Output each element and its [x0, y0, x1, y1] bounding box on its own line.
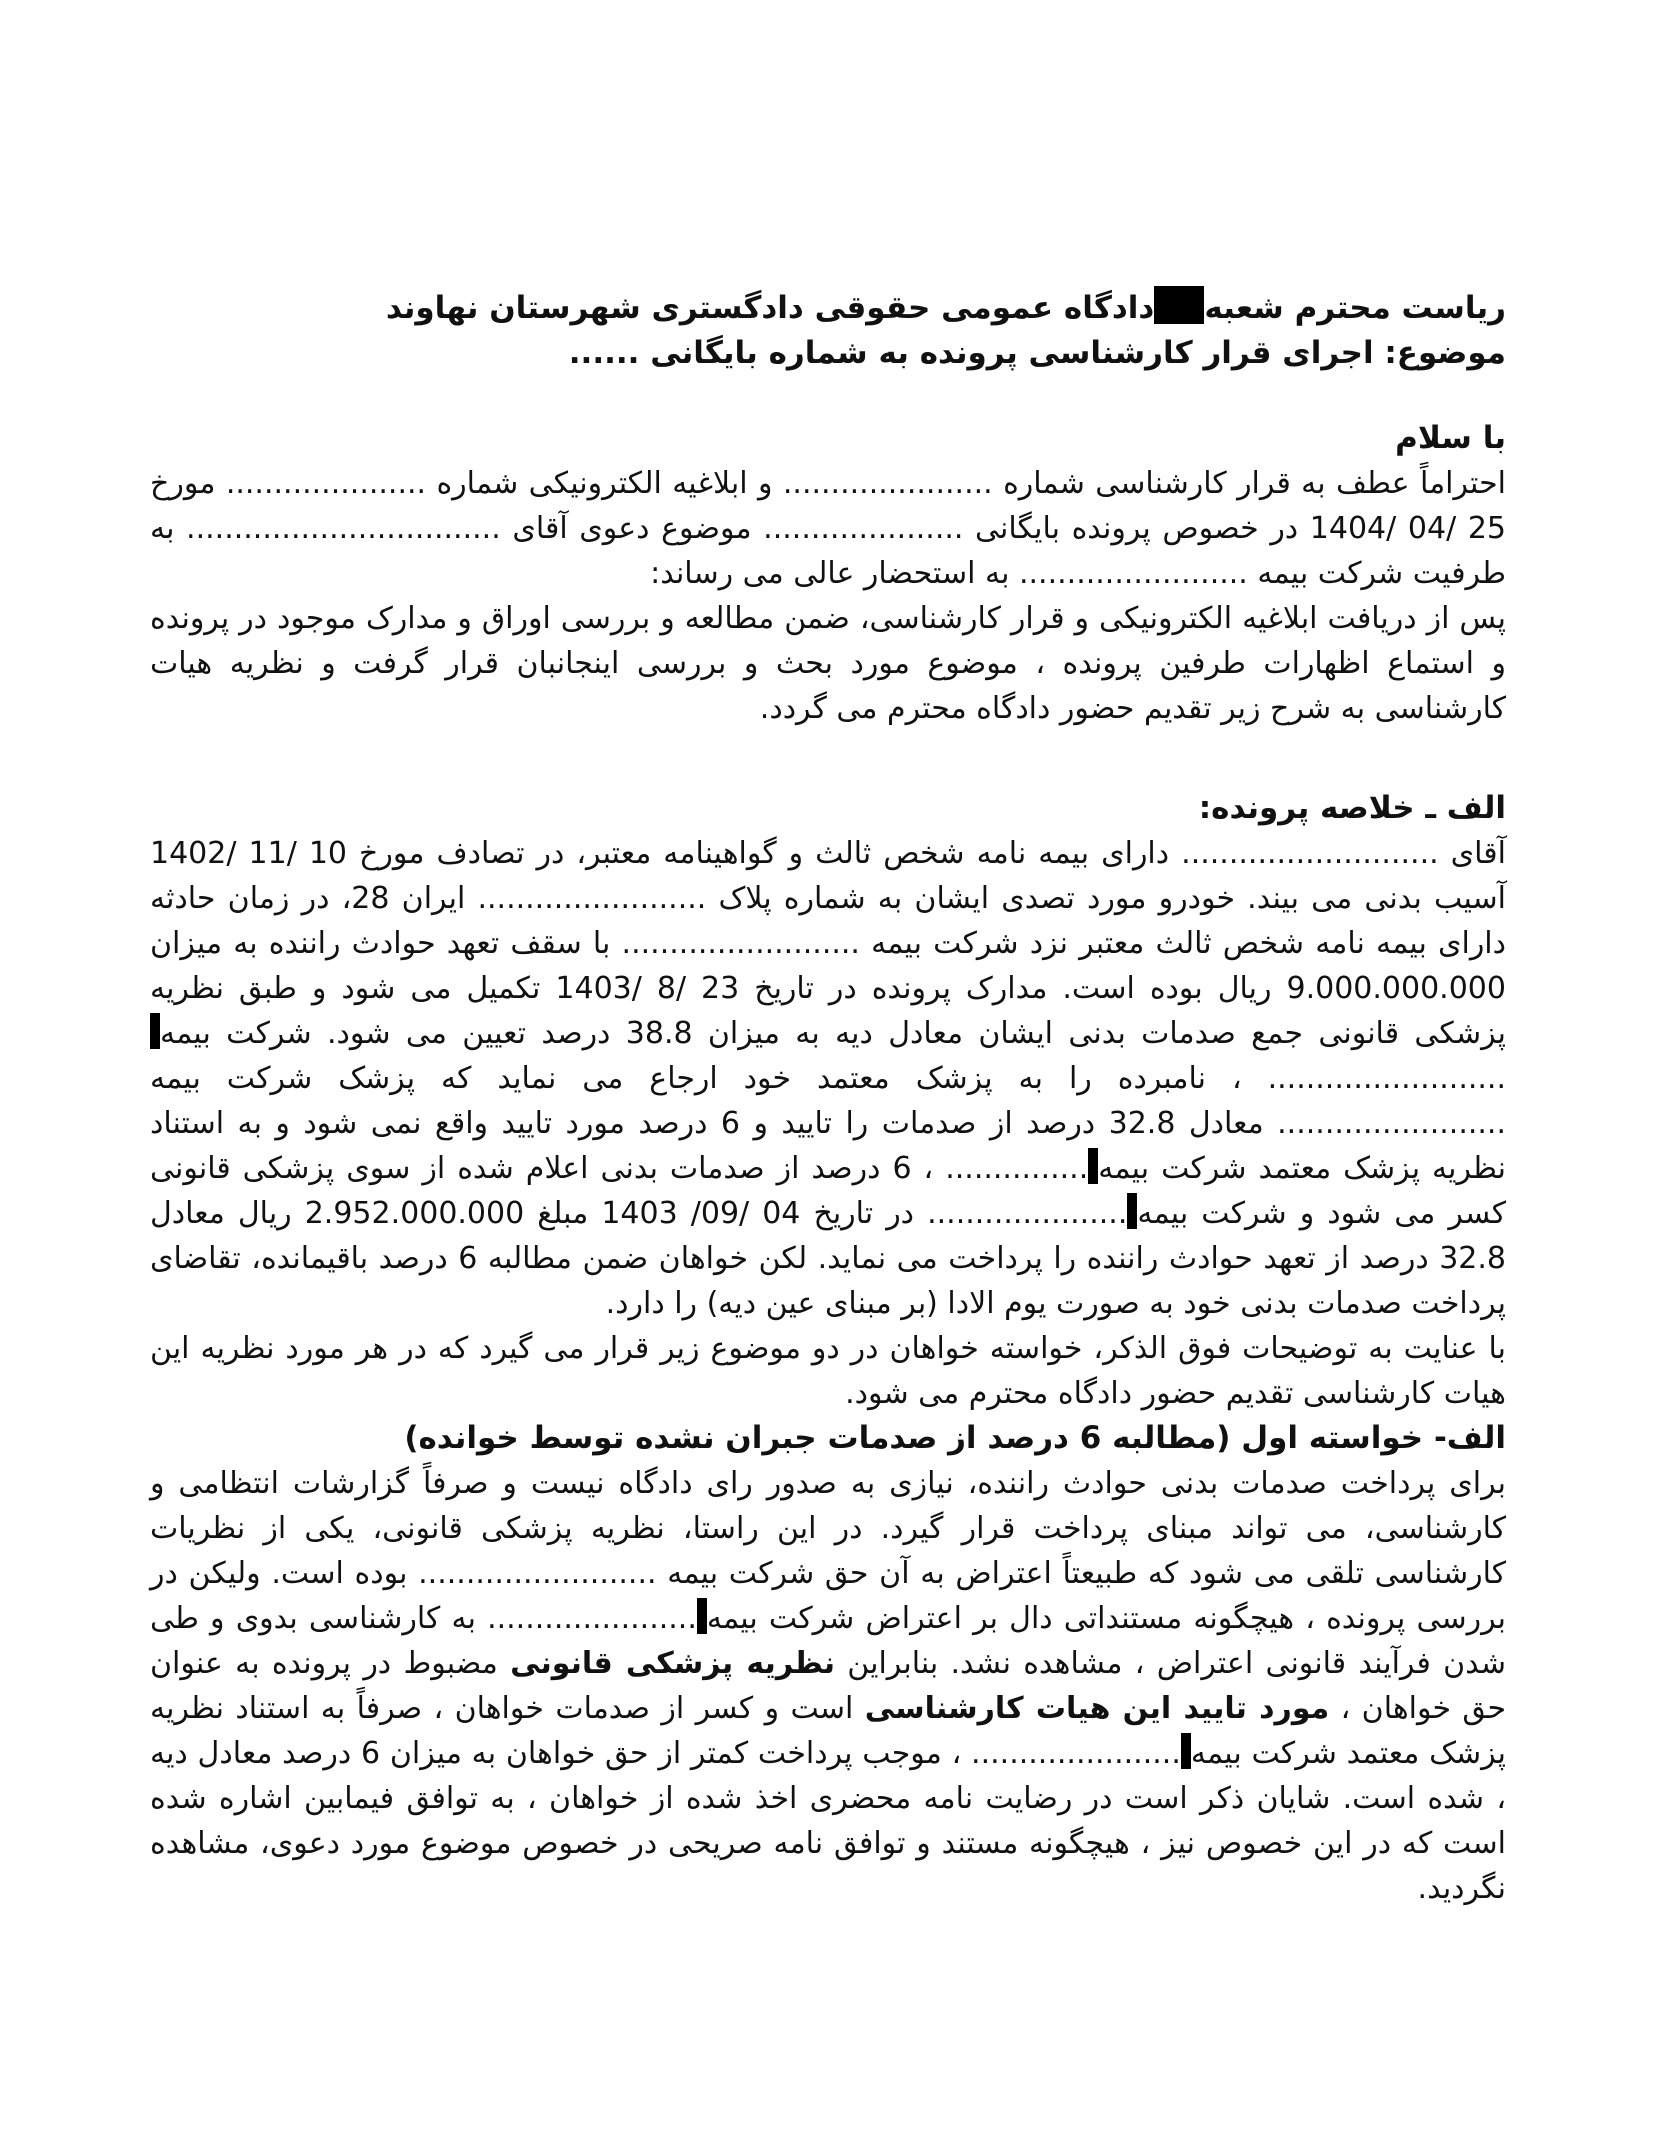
claim-one-title: الف- خواسته اول (مطالبه 6 درصد از صدمات جبران نشده توسط خوانده): [404, 1420, 1506, 1456]
claim-text-1: برای پرداخت صدمات بدنی حوادث راننده، نیازی به صدور رای دادگاه نیست و صرفاً گزارشات انتظامی و کارشناسی، می تواند مبنای پرداخت قرار گیرد. در این راستا، نظریه پزشکی قانونی، یکی از نظریات کارشناسی تلقی می شود که طبیعتاً اعتراض به آن حق شرکت بیمه ......................... بوده است. ولیکن در بررسی پرونده ، هیچگونه مستنداتی دال بر اعتراض شرکت بیمه: [150, 1466, 1506, 1636]
claim-text-2: ...................... به کارشناسی بدوی و طی شدن فرآیند قانونی اعتراض ، مشاهده نشد. بنابراین: [150, 1601, 1507, 1681]
section-a-title: الف ـ خلاصه پرونده:: [1198, 790, 1506, 826]
review-paragraph: پس از دریافت ابلاغیه الکترونیکی و قرار کارشناسی، ضمن مطالعه و بررسی اوراق و مدارک موجود در پرونده و استماع اظهارات طرفین پرونده ، موضوع مورد بحث و بررسی اینجانبان قرار گرفت و نظریه هیات کارشناسی به شرح زیر تقدیم حضور دادگاه محترم می گردد.: [150, 601, 1506, 726]
summary-text-4: ..................... در تاریخ 04 /09/ 1403 مبلغ 2.952.000.000 ریال معادل 32.8 درصد از تعهد حوادث راننده را پرداخت می نماید. لکن خواهان ضمن مطالبه 6 درصد باقیمانده، تقاضای پرداخت صدمات بدنی خود به صورت یوم الادا (بر مبنای عین دیه) را دارد.: [150, 1196, 1507, 1321]
conclusion-paragraph: با عنایت به توضیحات فوق الذکر، خواسته خواهان در دو موضوع زیر قرار می گیرد که در هر مورد نظریه این هیات کارشناسی تقدیم حضور دادگاه محترم می شود.: [150, 1331, 1506, 1411]
subject-line: موضوع: اجرای قرار کارشناسی پرونده به شماره بایگانی ......: [568, 335, 1506, 371]
redaction-block: [1127, 1193, 1137, 1229]
addressee-court: دادگاه عمومی حقوقی دادگستری شهرستان نهاوند: [385, 290, 1155, 326]
addressee-line: [150, 286, 1506, 331]
redaction-block: [1154, 286, 1204, 324]
intro-paragraph: احتراماً عطف به قرار کارشناسی شماره ...................... و ابلاغیه الکترونیکی شماره ..................... مورخ 25 /04 /1404 در خصوص پرونده بایگانی ..................... موضوع دعوی آقای ................................. به طرفیت شرکت بیمه ........................ به استحضار عالی می رساند:: [150, 466, 1506, 591]
redaction-block: [1181, 1733, 1191, 1769]
greeting: با سلام: [1395, 420, 1506, 456]
letter-body: [150, 286, 1506, 1911]
claim-one-paragraph: [150, 1461, 1506, 1911]
redaction-block: [697, 1598, 707, 1634]
redaction-block: [150, 1013, 160, 1049]
summary-text-1: آقای ........................... دارای بیمه نامه شخص ثالث و گواهینامه معتبر، در تصادف مورخ 10 /11 /1402 آسیب بدنی می بیند. خودرو مورد تصدی ایشان به شماره پلاک ........................ ایران 28، در زمان حادثه دارای بیمه نامه شخص ثالث معتبر نزد شرکت بیمه ......................... با سقف تعهد حوادث راننده به میزان 9.000.000.000 ریال بوده است. مدارک پرونده در تاریخ 23 /8 /1403 تکمیل می شود و طبق نظریه پزشکی قانونی جمع صدمات بدنی ایشان معادل دیه به میزان 38.8 درصد تعیین می شود. شرکت بیمه: [150, 836, 1506, 1051]
claim-text-5: ...................... ، موجب پرداخت کمتر از حق خواهان به میزان 6 درصد معادل دیه ، شده است. شایان ذکر است در رضایت نامه محضری اخذ شده از خواهان ، به توافق فیمابین اشاره شده است که در این خصوص نیز ، هیچگونه مستند و توافق نامه صریحی در خصوص موضوع مورد دعوی، مشاهده نگردید.: [150, 1736, 1506, 1906]
addressee-prefix: ریاست محترم شعبه: [1204, 290, 1506, 326]
summary-text-3: ............... ، 6 درصد از صدمات بدنی اعلام شده از سوی پزشکی قانونی کسر می شود و شرکت بیمه: [150, 1151, 1507, 1231]
claim-text-4: است و کسر از صدمات خواهان ، صرفاً به استناد نظریه پزشک معتمد شرکت بیمه: [150, 1691, 1506, 1771]
case-summary-paragraph: [150, 831, 1506, 1326]
claim-text-3: مضبوط در پرونده به عنوان حق خواهان ،: [150, 1646, 1506, 1726]
claim-bold-forensic: نظریه پزشکی قانونی: [510, 1646, 835, 1681]
summary-text-2: ......................... ، نامبرده را به پزشک معتمد خود ارجاع می نماید که پزشک شرکت بیمه ........................ معادل 32.8 درصد از صدمات را تایید و 6 درصد مورد تایید واقع نمی شود و به استناد نظریه پزشک معتمد شرکت بیمه: [150, 1061, 1507, 1186]
redaction-block: [1088, 1148, 1098, 1184]
claim-bold-approval: مورد تایید این هیات کارشناسی: [864, 1691, 1330, 1726]
